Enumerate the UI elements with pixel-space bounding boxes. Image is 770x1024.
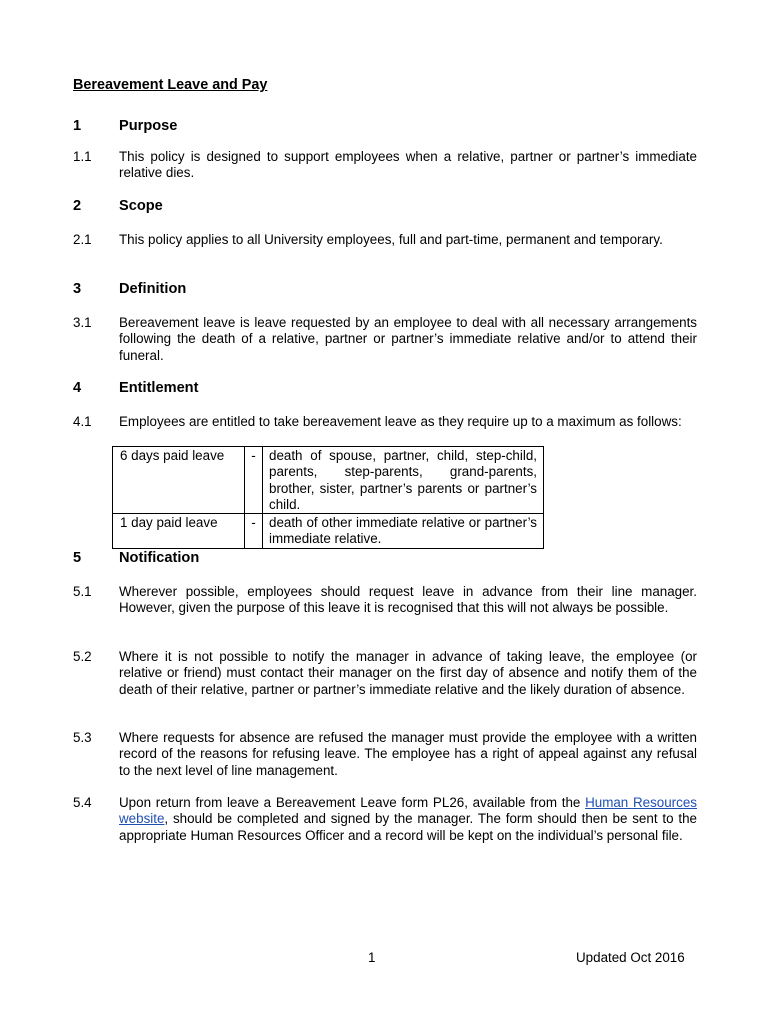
paragraph-number: 5.2 [73,649,92,664]
section-heading-purpose: Purpose [119,118,178,134]
paragraph-number: 1.1 [73,149,92,164]
paragraph-text: Upon return from leave a Bereavement Leave form PL26, available from the [119,795,586,810]
paragraph-number: 5.3 [73,730,92,745]
human-resources-website-link[interactable]: Human Resources website [119,795,697,827]
leave-duration-cell: 1 day paid leave [113,514,245,549]
paragraph-number: 4.1 [73,414,92,429]
paragraph-number: 3.1 [73,315,92,330]
section-heading-entitlement: Entitlement [119,380,199,396]
paragraph-text: , should be completed and signed by the manager. The form should then be sent to the appropriate Human Resources Officer and a record will be kept on the individual’s personal file. [119,811,697,843]
updated-date: Updated Oct 2016 [576,950,685,965]
paragraph-number: 5.1 [73,584,92,599]
section-number-definition: 3 [73,281,82,297]
paragraph-number: 2.1 [73,232,92,247]
paragraph-1-1: This policy is designed to support employees when a relative, partner or partner’s immediate relative dies. [119,149,697,181]
section-heading-definition: Definition [119,281,187,297]
paragraph-5-4 [119,795,697,844]
paragraph-2-1: This policy applies to all University employees, full and part-time, permanent and temporary. [119,232,663,247]
section-number-entitlement: 4 [73,380,82,396]
document-title: Bereavement Leave and Pay [73,77,268,93]
section-number-scope: 2 [73,198,82,214]
paragraph-number: 5.4 [73,795,92,810]
leave-duration-cell: 6 days paid leave [113,447,245,514]
section-number-notification: 5 [73,550,82,566]
paragraph-4-1: Employees are entitled to take bereavement leave as they require up to a maximum as follows: [119,414,682,429]
paragraph-3-1: Bereavement leave is leave requested by an employee to deal with all necessary arrangements following the death of a relative, partner or partner’s immediate relative and/or to attend their funeral. [119,315,697,363]
separator-cell: - [245,447,263,514]
leave-description-cell: death of other immediate relative or partner’s immediate relative. [263,514,544,549]
paragraph-5-3: Where requests for absence are refused the manager must provide the employee with a written record of the reasons for refusing leave. The employee has a right of appeal against any refusal to the next level of line management. [119,730,697,778]
entitlement-table [112,446,544,549]
paragraph-5-2: Where it is not possible to notify the manager in advance of taking leave, the employee (or relative or friend) must contact their manager on the first day of absence and notify them of the death of their relative, partner or partner’s immediate relative and the likely duration of absence. [119,649,697,697]
section-heading-scope: Scope [119,198,163,214]
separator-cell: - [245,514,263,549]
table-row [113,514,544,549]
paragraph-5-1: Wherever possible, employees should request leave in advance from their line manager. However, given the purpose of this leave it is recognised that this will not always be possible. [119,584,697,616]
table-row [113,447,544,514]
page-number: 1 [368,950,376,965]
section-number-purpose: 1 [73,118,82,134]
leave-description-cell: death of spouse, partner, child, step-child, parents, step-parents, grand-parents, brother, sister, partner’s parents or partner’s child. [263,447,544,514]
section-heading-notification: Notification [119,550,200,566]
